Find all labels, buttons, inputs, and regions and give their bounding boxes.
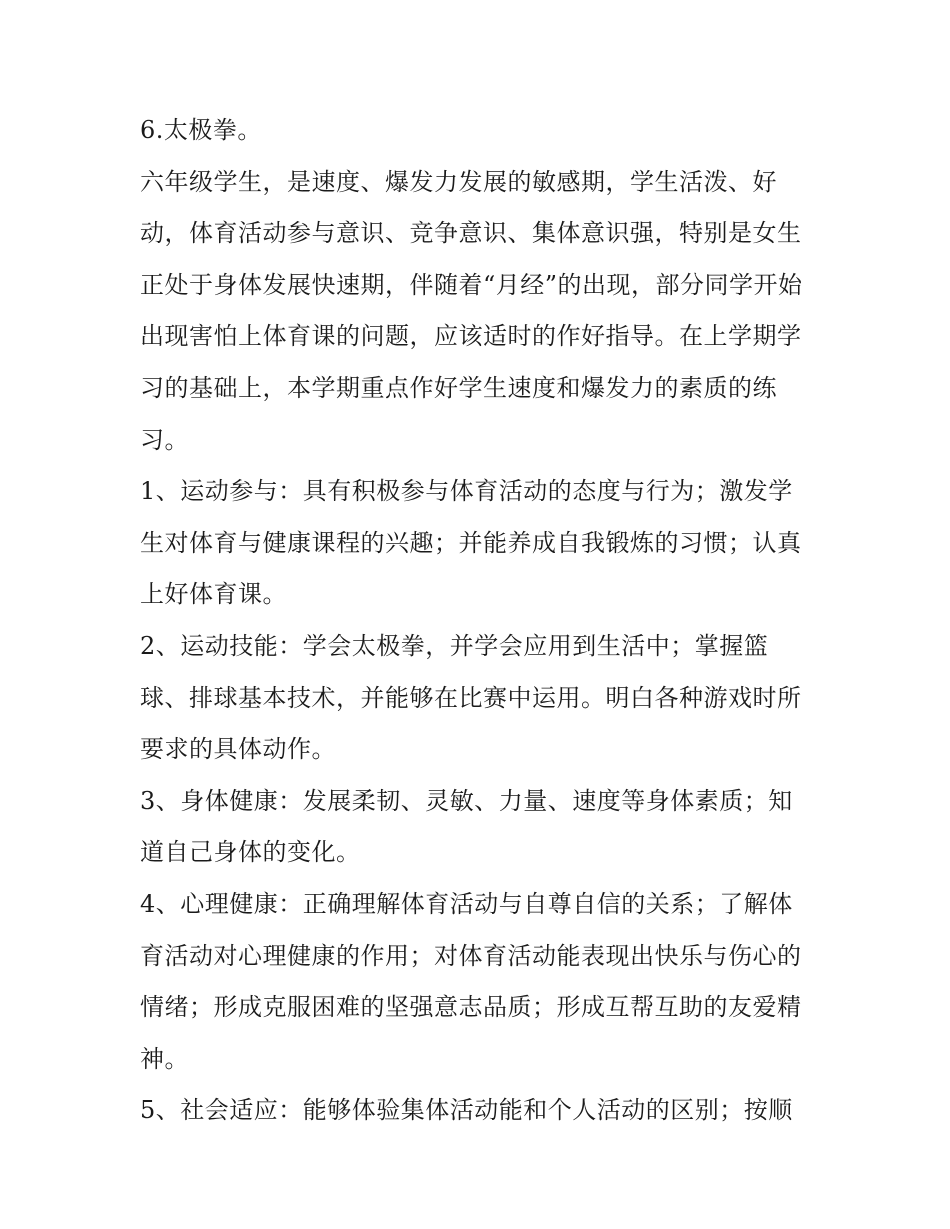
goal-3-line: 3、身体健康：发展柔韧、灵敏、力量、速度等身体素质；知 xyxy=(140,786,793,815)
goal-4-line: 情绪；形成克服困难的坚强意志品质；形成互帮互助的友爱精 xyxy=(140,993,802,1022)
text-line: 出现害怕上体育课的问题，应该适时的作好指导。在上学期学 xyxy=(140,322,802,351)
goal-2-line: 要求的具体动作。 xyxy=(140,735,336,764)
goal-5-line: 5、社会适应：能够体验集体活动能和个人活动的区别；按顺 xyxy=(140,1096,793,1125)
text-line: 动，体育活动参与意识、竞争意识、集体意识强，特别是女生 xyxy=(140,219,802,248)
goal-1-line: 生对体育与健康课程的兴趣；并能养成自我锻炼的习惯；认真 xyxy=(140,528,802,557)
goal-1-line: 1、运动参与：具有积极参与体育活动的态度与行为；激发学 xyxy=(140,477,793,506)
goal-4-line: 神。 xyxy=(140,1044,189,1073)
goal-2-line: 2、运动技能：学会太极拳，并学会应用到生活中；掌握篮 xyxy=(140,631,769,660)
document-body xyxy=(140,109,820,1141)
goal-2-line: 球、排球基本技术，并能够在比赛中运用。明白各种游戏时所 xyxy=(140,683,802,712)
text-line: 习的基础上，本学期重点作好学生速度和爆发力的素质的练 xyxy=(140,373,777,402)
goal-4-line: 4、心理健康：正确理解体育活动与自尊自信的关系；了解体 xyxy=(140,889,793,918)
text-line: 习。 xyxy=(140,425,189,454)
goal-3-line: 道自己身体的变化。 xyxy=(140,838,361,867)
goal-4-line: 育活动对心理健康的作用；对体育活动能表现出快乐与伤心的 xyxy=(140,941,802,970)
goal-1-line: 上好体育课。 xyxy=(140,580,287,609)
text-line: 六年级学生，是速度、爆发力发展的敏感期，学生活泼、好 xyxy=(140,167,777,196)
text-line: 正处于身体发展快速期，伴随着“月经”的出现，部分同学开始 xyxy=(140,270,803,299)
heading-taiji: 6.太极拳。 xyxy=(140,116,262,144)
